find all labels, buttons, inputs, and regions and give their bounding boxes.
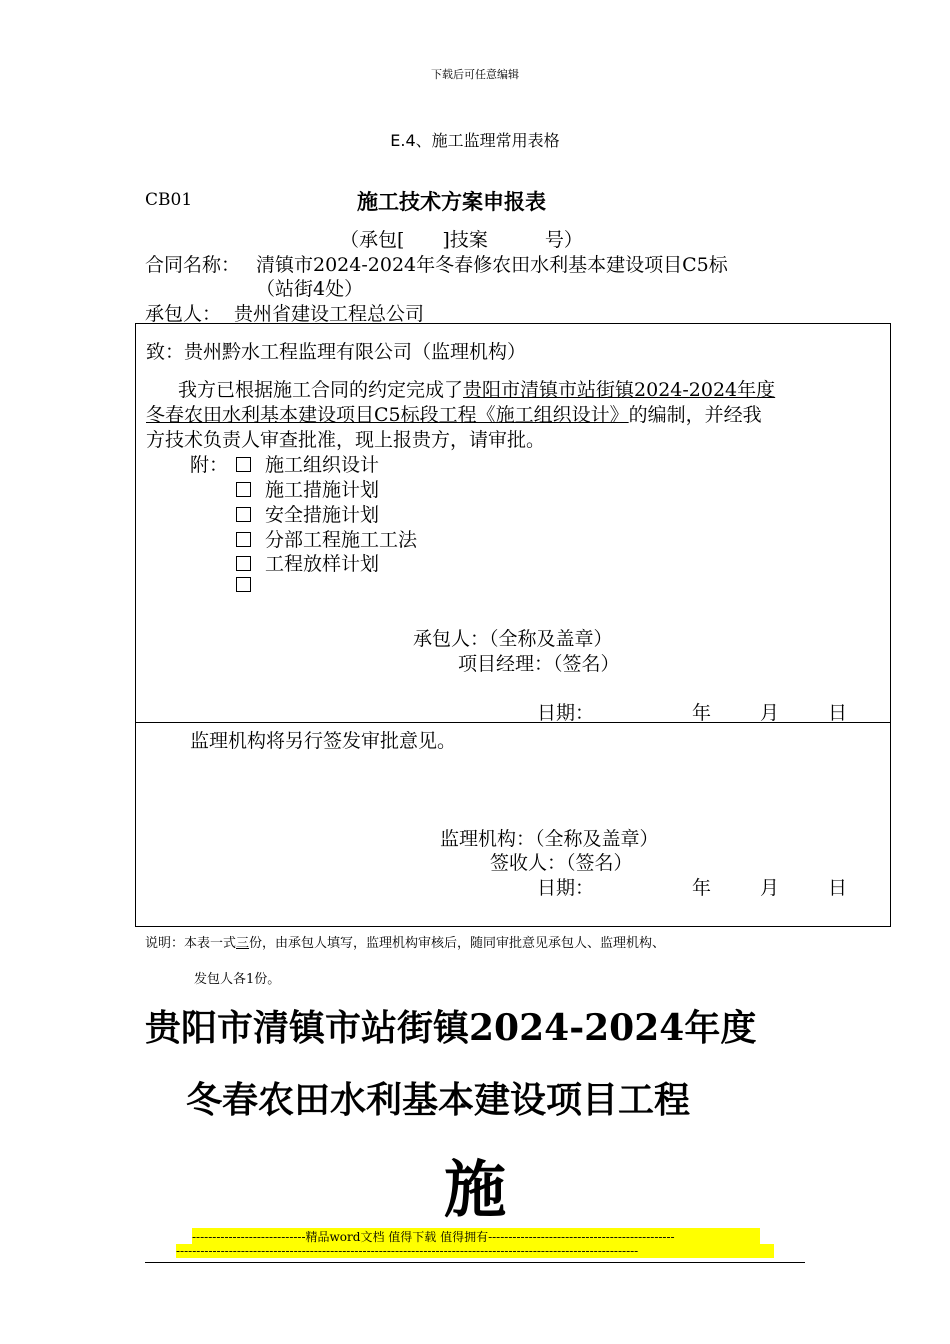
date-label: 日期： <box>537 877 595 899</box>
date-label: 日期： <box>537 702 595 724</box>
checkbox[interactable] <box>236 556 251 571</box>
supervision-signature: 监理机构：（全称及盖章） <box>440 828 659 850</box>
addressee-line: 致：贵州黔水工程监理有限公司（监理机构） <box>146 341 527 363</box>
footer-banner: ----------------------------精品word文档 值得下载 值得拥有---------------------------------------------- <box>192 1228 760 1245</box>
attachment-item <box>236 475 379 502</box>
doc-title-char: 施 <box>443 1153 506 1226</box>
footer-banner-dashes: ------------------------------------------------------------------------------------------------------------------ <box>176 1244 774 1258</box>
body-text: 的编制，并经我 <box>628 404 762 426</box>
year-label: 年 <box>692 702 712 724</box>
attachment-item <box>236 525 417 552</box>
attachment-label: 安全措施计划 <box>265 504 380 526</box>
attachment-label: 分部工程施工工法 <box>265 529 418 551</box>
body-text: 我方已根据施工合同的约定完成了 <box>178 379 464 401</box>
body-line-1 <box>178 375 775 402</box>
attachment-item <box>236 500 379 527</box>
attachment-item <box>236 450 379 477</box>
contract-name-value: 清镇市2024-2024年冬春修农田水利基本建设项目C5标 <box>256 254 728 276</box>
month-label: 月 <box>760 702 780 724</box>
manager-signature: 项目经理：（签名） <box>458 653 620 675</box>
day-label: 日 <box>828 702 848 724</box>
project-name-part2: 冬春农田水利基本建设项目C5标段工程《施工组织设计》 <box>146 404 629 426</box>
checkbox[interactable] <box>236 482 251 497</box>
attachment-label: 施工措施计划 <box>265 479 380 501</box>
body-line-2 <box>146 400 762 427</box>
day-label: 日 <box>828 877 848 899</box>
year-label: 年 <box>692 877 712 899</box>
note-text: 份，由承包人填写，监理机构审核后，随同审批意见承包人、监理机构、 <box>249 936 666 951</box>
supervision-note: 监理机构将另行签发审批意见。 <box>190 730 457 752</box>
form-title: 施工技术方案申报表 <box>357 190 546 214</box>
checkbox[interactable] <box>236 507 251 522</box>
form-number: （承包[ ]技案 号） <box>340 229 583 251</box>
doc-title-line-2: 冬春农田水利基本建设项目工程 <box>186 1079 691 1121</box>
contract-name-label: 合同名称： <box>145 254 241 276</box>
copies-count: 三 <box>236 936 250 951</box>
form-note-line-2: 发包人各1份。 <box>194 972 281 987</box>
contract-name-sub: （站街4处） <box>256 278 364 300</box>
attachment-label: 施工组织设计 <box>265 454 380 476</box>
doc-title-line-1: 贵阳市清镇市站街镇2024-2024年度 <box>145 1007 757 1049</box>
form-code: CB01 <box>145 190 193 210</box>
attachment-label: 工程放样计划 <box>265 553 380 575</box>
footer-rule <box>145 1262 805 1263</box>
checkbox[interactable] <box>236 577 251 592</box>
attachments-label: 附： <box>190 454 229 476</box>
contractor-label: 承包人： <box>145 303 222 325</box>
month-label: 月 <box>760 877 780 899</box>
attachment-item <box>236 549 379 576</box>
contractor-signature: 承包人：（全称及盖章） <box>413 628 613 650</box>
checkbox[interactable] <box>236 532 251 547</box>
page-header: 下载后可任意编辑 <box>431 68 519 81</box>
section-title: E.4、施工监理常用表格 <box>390 131 560 150</box>
attachment-item <box>236 574 265 596</box>
body-line-3: 方技术负责人审查批准，现上报贵方，请审批。 <box>146 429 546 451</box>
form-note-line-1 <box>145 932 665 951</box>
note-text: 说明：本表一式 <box>145 936 237 951</box>
receiver-signature: 签收人：（签名） <box>490 852 633 874</box>
project-name-part1: 贵阳市清镇市站街镇2024-2024年度 <box>463 379 776 401</box>
checkbox[interactable] <box>236 457 251 472</box>
contractor-name: 贵州省建设工程总公司 <box>234 303 425 325</box>
